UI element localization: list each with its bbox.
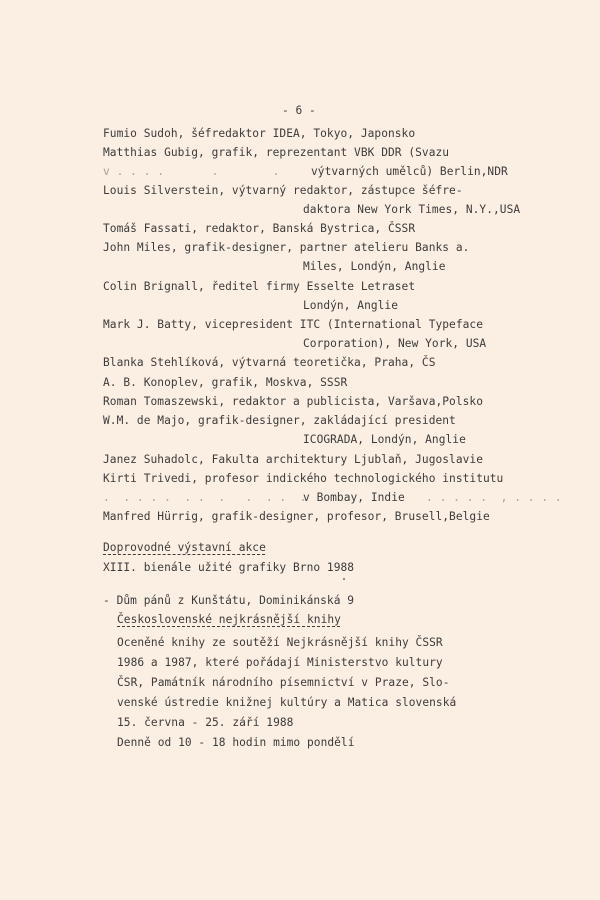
entry-line: W.M. de Majo, grafik-designer, zakládající president: [103, 414, 456, 427]
entry-line: daktora New York Times, N.Y.,USA: [303, 203, 521, 216]
event-line: - Dům pánů z Kunštátu, Dominikánská 9: [103, 594, 355, 607]
bullet-dot: [343, 578, 345, 580]
entry-line: výtvarných umělců) Berlin,NDR: [311, 165, 508, 178]
event-line: Denně od 10 - 18 hodin mimo pondělí: [117, 736, 355, 749]
event-line: ČSR, Památník národního písemnictví v Praze, Slo-: [117, 676, 450, 689]
entry-line: Louis Silverstein, výtvarný redaktor, zástupce šéfre-: [103, 184, 463, 197]
entry-line: Tomáš Fassati, redaktor, Banská Bystrica, ČSSR: [103, 222, 416, 235]
entry-line: Roman Tomaszewski, redaktor a publicista, Varšava,Polsko: [103, 395, 483, 408]
entry-line: Blanka Stehlíková, výtvarná teoretička, Praha, ČS: [103, 356, 436, 369]
page-number: - 6 -: [282, 104, 316, 117]
entry-line: Manfred Hürrig, grafik-designer, profesor, Brusell,Belgie: [103, 510, 490, 523]
event-line: 15. června - 25. září 1988: [117, 716, 294, 729]
entry-line: Fumio Sudoh, šéfredaktor IDEA, Tokyo, Japonsko: [103, 127, 416, 140]
faint-text: . . . . . , . . . .: [426, 491, 562, 504]
entry-line: Mark J. Batty, vicepresident ITC (International Typeface: [103, 318, 483, 331]
event-line: 1986 a 1987, které pořádají Ministerstvo kultury: [117, 656, 443, 669]
event-line: XIII. bienále užité grafiky Brno 1988: [103, 561, 355, 574]
entry-line: John Miles, grafik-designer, partner atelieru Banks a.: [103, 241, 470, 254]
entry-line: Janez Suhadolc, Fakulta architektury Ljublaň, Jugoslavie: [103, 453, 483, 466]
entry-line: ICOGRADA, Londýn, Anglie: [303, 433, 466, 446]
entry-line: Miles, Londýn, Anglie: [303, 260, 446, 273]
event-line: venské ústredie knižnej kultúry a Matica slovenská: [117, 696, 457, 709]
entry-line: Kirti Trivedi, profesor indického technologického institutu: [103, 472, 504, 485]
faint-text: v . . . . . .: [103, 165, 280, 178]
entry-line: A. B. Konoplev, grafik, Moskva, SSSR: [103, 376, 348, 389]
section-heading: Doprovodné výstavní akce: [103, 541, 266, 554]
entry-line: Matthias Gubig, grafik, reprezentant VBK DDR (Svazu: [103, 146, 450, 159]
entry-line: Corporation), New York, USA: [303, 337, 487, 350]
entry-line: v Bombay, Indie: [303, 491, 405, 504]
event-title: Československé nejkrásnější knihy: [117, 613, 341, 626]
entry-line: Londýn, Anglie: [303, 299, 398, 312]
event-line: Oceněné knihy ze soutěží Nejkrásnější knihy ČSSR: [117, 636, 443, 649]
faint-text: . . . . . . . . . . . .: [103, 491, 307, 504]
entry-line: Colin Brignall, ředitel firmy Esselte Letraset: [103, 280, 416, 293]
